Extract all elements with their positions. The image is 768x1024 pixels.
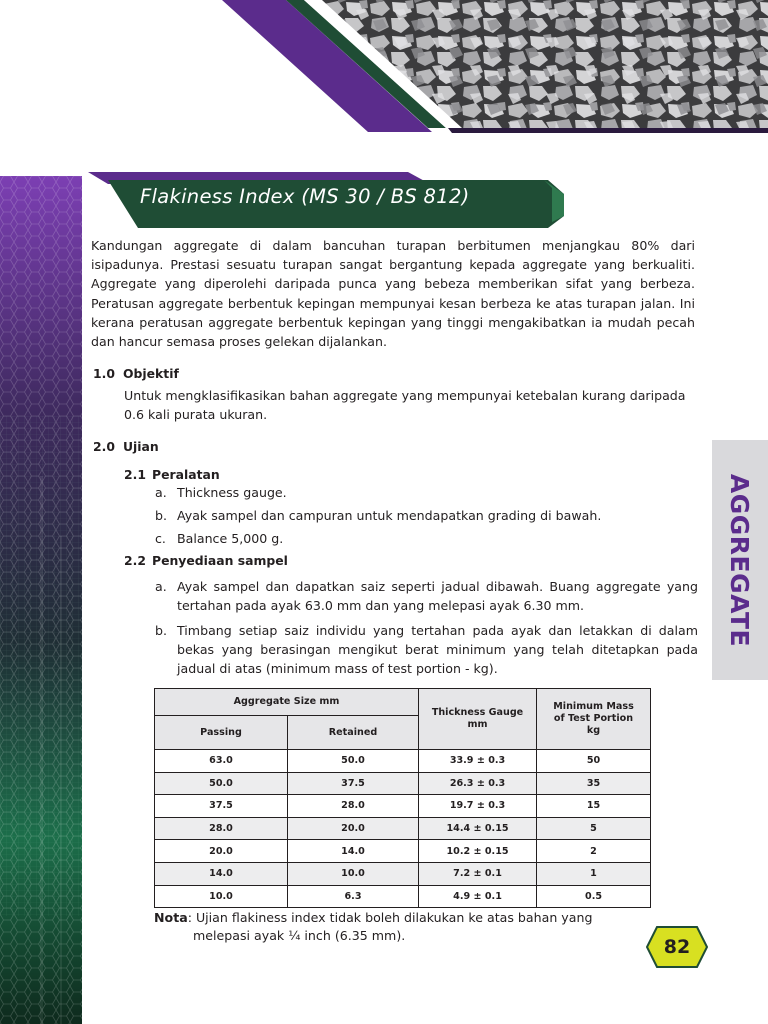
list-item-text: Timbang setiap saiz individu yang tertahan pada ayak dan letakkan di dalam bekas yang berasingan mengikut berat minimum yang telah ditetapkan pada jadual di atas (minimum mass of test portion - kg). bbox=[177, 623, 698, 677]
table-cell-passing: 50.0 bbox=[155, 772, 288, 795]
list-item bbox=[155, 506, 695, 525]
list-item-label: a. bbox=[155, 485, 167, 500]
subsection-2-2-heading bbox=[124, 553, 288, 568]
table-cell-passing: 20.0 bbox=[155, 840, 288, 863]
table-cell-gauge: 26.3 ± 0.3 bbox=[419, 772, 537, 795]
list-item-label: c. bbox=[155, 531, 166, 546]
subsection-2-1-heading bbox=[124, 467, 220, 482]
page-title: Flakiness Index (MS 30 / BS 812) bbox=[140, 185, 470, 208]
table-cell-retained: 20.0 bbox=[288, 817, 419, 840]
table-cell-mass: 0.5 bbox=[537, 885, 651, 908]
table-row bbox=[155, 750, 651, 773]
table-cell-retained: 28.0 bbox=[288, 795, 419, 818]
table-header-minimum-mass: Minimum Mass of Test Portion kg bbox=[537, 689, 651, 750]
list-item-text: Thickness gauge. bbox=[177, 485, 287, 500]
left-decorative-panel bbox=[0, 176, 82, 1024]
table-cell-retained: 6.3 bbox=[288, 885, 419, 908]
table-group-header: Aggregate Size mm bbox=[155, 689, 419, 716]
section-1-number: 1.0 bbox=[93, 366, 115, 381]
section-2-title: Ujian bbox=[123, 439, 159, 454]
note-label: Nota bbox=[154, 910, 188, 925]
table-row bbox=[155, 817, 651, 840]
table-row bbox=[155, 885, 651, 908]
table-row bbox=[155, 840, 651, 863]
table-row bbox=[155, 862, 651, 885]
list-item bbox=[155, 621, 698, 679]
table-cell-mass: 35 bbox=[537, 772, 651, 795]
list-item-text: Balance 5,000 g. bbox=[177, 531, 284, 546]
table-cell-gauge: 7.2 ± 0.1 bbox=[419, 862, 537, 885]
table-header-thickness-gauge: Thickness Gauge mm bbox=[419, 689, 537, 750]
subsection-2-2-title: Penyediaan sampel bbox=[152, 553, 288, 568]
table-row bbox=[155, 795, 651, 818]
page-number: 82 bbox=[663, 936, 691, 958]
header-banner bbox=[0, 0, 768, 140]
section-2-number: 2.0 bbox=[93, 439, 115, 454]
table-cell-passing: 10.0 bbox=[155, 885, 288, 908]
table-cell-passing: 37.5 bbox=[155, 795, 288, 818]
table-cell-mass: 2 bbox=[537, 840, 651, 863]
list-item-text: Ayak sampel dan campuran untuk mendapatkan grading di bawah. bbox=[177, 508, 602, 523]
subsection-2-1-number: 2.1 bbox=[124, 467, 146, 482]
table-cell-passing: 63.0 bbox=[155, 750, 288, 773]
list-item-label: a. bbox=[155, 579, 167, 594]
table-cell-gauge: 10.2 ± 0.15 bbox=[419, 840, 537, 863]
table-cell-retained: 14.0 bbox=[288, 840, 419, 863]
list-item bbox=[155, 529, 695, 548]
table-cell-mass: 5 bbox=[537, 817, 651, 840]
section-1-title: Objektif bbox=[123, 366, 179, 381]
table-header-passing: Passing bbox=[155, 716, 288, 750]
table-cell-gauge: 33.9 ± 0.3 bbox=[419, 750, 537, 773]
table-header-retained: Retained bbox=[288, 716, 419, 750]
table-cell-mass: 1 bbox=[537, 862, 651, 885]
section-2-heading bbox=[93, 439, 159, 454]
table-row bbox=[155, 772, 651, 795]
list-item-label: b. bbox=[155, 508, 167, 523]
list-item-label: b. bbox=[155, 623, 167, 638]
table-cell-retained: 50.0 bbox=[288, 750, 419, 773]
table-cell-mass: 15 bbox=[537, 795, 651, 818]
side-tab-label bbox=[712, 440, 768, 680]
subsection-2-1-title: Peralatan bbox=[152, 467, 220, 482]
note-line-1: : Ujian flakiness index tidak boleh dilakukan ke atas bahan yang bbox=[187, 910, 593, 925]
table-cell-passing: 14.0 bbox=[155, 862, 288, 885]
section-1-text: Untuk mengklasifikasikan bahan aggregate yang mempunyai ketebalan kurang daripada 0.6 kali purata ukuran. bbox=[124, 388, 686, 423]
table-cell-passing: 28.0 bbox=[155, 817, 288, 840]
list-item bbox=[155, 577, 698, 615]
intro-paragraph: Kandungan aggregate di dalam bancuhan turapan berbitumen menjangkau 80% dari isipadunya. Prestasi sesuatu turapan sangat bergantung kepada aggregate yang berkualiti. Aggregate yang diperolehi daripada punca yang bebeza memberikan sifat yang berbeza. Peratusan aggregate berbentuk kepingan mempunyai kesan berbeza ke atas turapan jalan. Ini kerana peratusan aggregate berbentuk kepingan yang tinggi mengakibatkan ia mudah pecah dan hancur semasa proses gelekan dijalankan. bbox=[91, 238, 695, 350]
note-line-2: melepasi ayak ¼ inch (6.35 mm). bbox=[193, 927, 406, 943]
table-cell-mass: 50 bbox=[537, 750, 651, 773]
side-tab-text: AGGREGATE bbox=[725, 473, 755, 647]
aggregate-size-table bbox=[154, 688, 651, 908]
table-cell-gauge: 4.9 ± 0.1 bbox=[419, 885, 537, 908]
table-note bbox=[154, 909, 674, 944]
table-cell-gauge: 14.4 ± 0.15 bbox=[419, 817, 537, 840]
list-item-text: Ayak sampel dan dapatkan saiz seperti jadual dibawah. Buang aggregate yang tertahan pada ayak 63.0 mm dan yang melepasi ayak 6.30 mm. bbox=[177, 579, 698, 614]
table-cell-retained: 10.0 bbox=[288, 862, 419, 885]
section-1-heading bbox=[93, 366, 179, 381]
list-item bbox=[155, 483, 695, 502]
table-cell-gauge: 19.7 ± 0.3 bbox=[419, 795, 537, 818]
subsection-2-2-number: 2.2 bbox=[124, 553, 146, 568]
table-cell-retained: 37.5 bbox=[288, 772, 419, 795]
